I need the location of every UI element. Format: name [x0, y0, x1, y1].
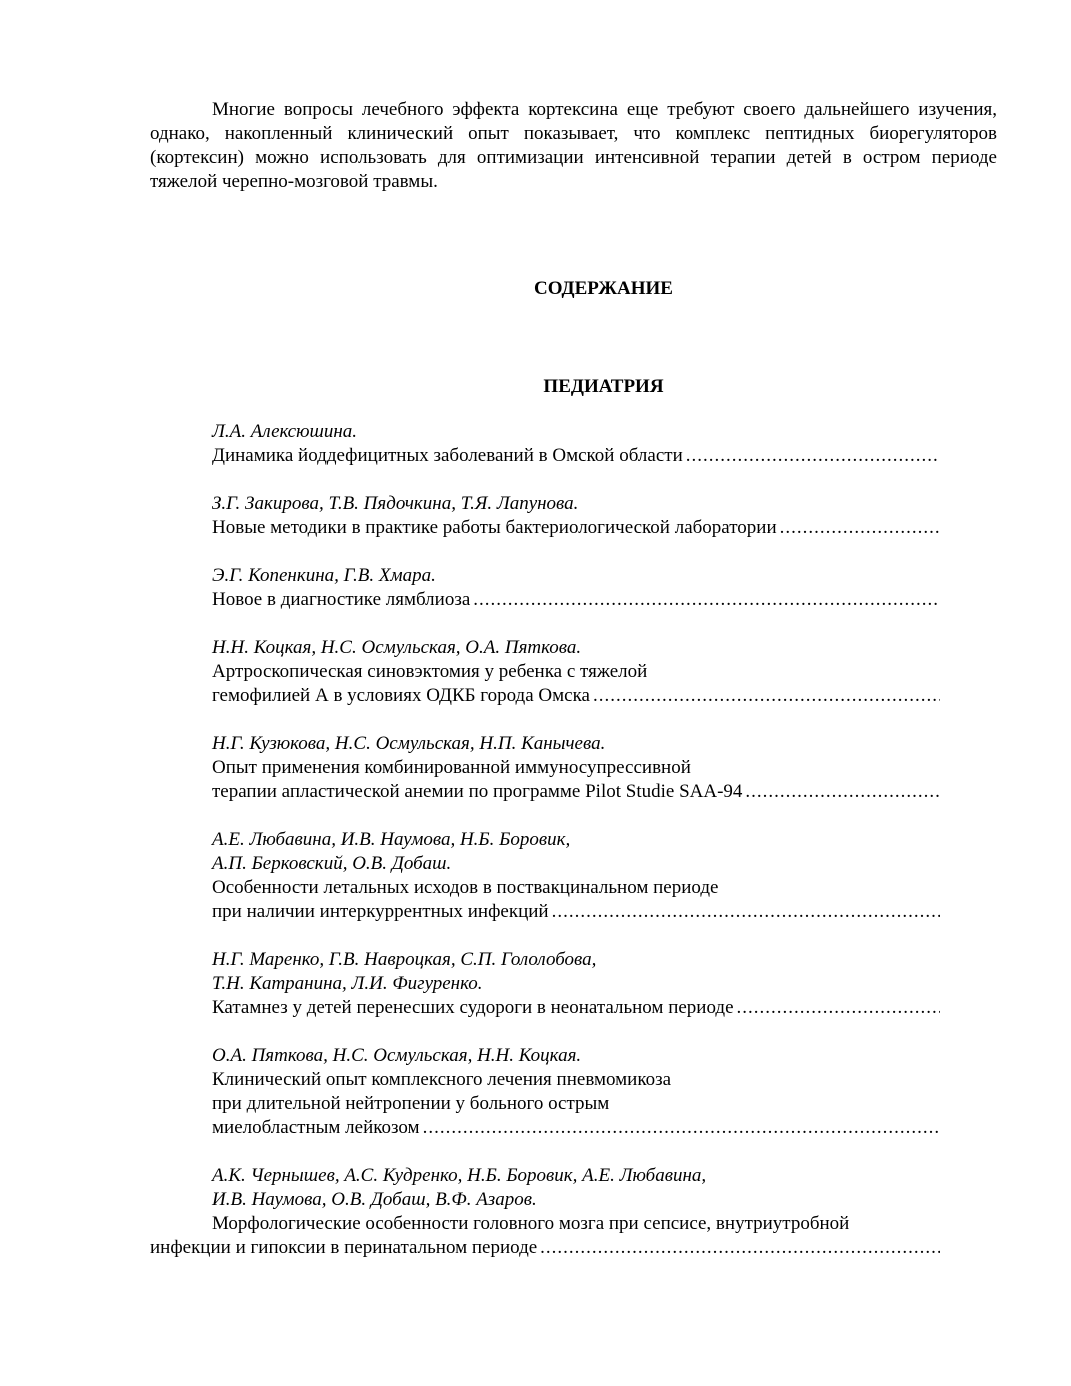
toc-entry-title: при наличии интеркуррентных инфекций [212, 901, 549, 922]
toc-entry [212, 636, 940, 708]
dot-leader [745, 780, 940, 804]
section-heading-pediatrics: ПЕДИАТРИЯ [543, 376, 664, 397]
toc-entry-title-line: при длительной нейтропении у больного острым [212, 1093, 610, 1114]
document-page [150, 98, 997, 1284]
toc-entry-title: Новое в диагностике лямблиоза [212, 589, 471, 610]
toc-entry-title-leader [212, 684, 940, 708]
toc-entry [212, 1044, 940, 1140]
toc-entry-title-line: Клинический опыт комплексного лечения пневмомикоза [212, 1069, 672, 1090]
dot-leader [780, 516, 940, 540]
toc-entry-authors: Н.Н. Коцкая, Н.С. Осмульская, О.А. Пяткова. [212, 637, 582, 658]
toc-entry-authors: Н.Г. Кузюкова, Н.С. Осмульская, Н.П. Канычева. [212, 733, 606, 754]
toc-entry-title: инфекции и гипоксии в перинатальном периоде [150, 1237, 538, 1258]
toc-entry [212, 492, 940, 540]
dot-leader [423, 1116, 940, 1140]
toc-entry-authors: Э.Г. Копенкина, Г.В. Хмара. [212, 565, 436, 586]
toc-entry-title-leader [212, 516, 940, 540]
toc-entry-title: гемофилией А в условиях ОДКБ города Омска [212, 685, 590, 706]
toc-entry-authors: Т.Н. Катранина, Л.И. Фигуренко. [212, 973, 483, 994]
toc-entry-authors: И.В. Наумова, О.В. Добаш, В.Ф. Азаров. [212, 1189, 537, 1210]
toc-entry-title-line: Морфологические особенности головного мозга при сепсисе, внутриутробной [212, 1213, 850, 1234]
toc-entry-title-leader [212, 444, 940, 468]
dot-leader [473, 588, 940, 612]
toc-entry [212, 828, 940, 924]
toc-entry [212, 732, 940, 804]
toc-entry-title-leader [212, 588, 940, 612]
toc-entry-title-leader [212, 996, 940, 1020]
toc-entry-authors: О.А. Пяткова, Н.С. Осмульская, Н.Н. Коцкая. [212, 1045, 582, 1066]
toc-entry-title-line: Опыт применения комбинированной иммуносупрессивной [212, 757, 691, 778]
toc-entry-title: терапии апластической анемии по программе Pilot Studie SAA-94 [212, 781, 743, 802]
toc-entry-title: Катамнез у детей перенесших судороги в неонатальном периоде [212, 997, 734, 1018]
toc-entry-title: Динамика йоддефицитных заболеваний в Омской области [212, 445, 683, 466]
toc-entry [150, 1164, 940, 1260]
toc-entry-title-line: Особенности летальных исходов в поствакцинальном периоде [212, 877, 719, 898]
dot-leader [686, 444, 940, 468]
toc-entry-title: миелобластным лейкозом [212, 1117, 420, 1138]
toc-entry-title: Новые методики в практике работы бактериологической лаборатории [212, 517, 777, 538]
toc-entry-authors: Л.А. Алексюшина. [212, 421, 358, 442]
toc-entry-title-leader [150, 1236, 940, 1260]
intro-paragraph: Многие вопросы лечебного эффекта кортексина еще требуют своего дальнейшего изучения, однако, накопленный клинический опыт показывает, что комплекс пептидных биорегуляторов (кортексин) можно использовать для оптимизации интенсивной терапии детей в остром периоде тяжелой черепно-мозговой травмы. [150, 99, 997, 192]
toc-entry [212, 564, 940, 612]
toc-entry-title-leader [212, 1116, 940, 1140]
dot-leader [552, 900, 940, 924]
toc-entry-authors: З.Г. Закирова, Т.В. Пядочкина, Т.Я. Лапунова. [212, 493, 579, 514]
toc-entry [212, 948, 940, 1020]
dot-leader [593, 684, 940, 708]
toc-entry-authors: А.Е. Любавина, И.В. Наумова, Н.Б. Боровик, [212, 829, 571, 850]
dot-leader [737, 996, 940, 1020]
toc-entry-authors: А.К. Чернышев, А.С. Кудренко, Н.Б. Боровик, А.Е. Любавина, [212, 1165, 707, 1186]
toc-entry-authors: А.П. Берковский, О.В. Добаш. [212, 853, 452, 874]
contents-heading: СОДЕРЖАНИЕ [534, 278, 673, 299]
toc-entry-title-leader [212, 900, 940, 924]
toc-entry-title-line: Артроскопическая синовэктомия у ребенка с тяжелой [212, 661, 648, 682]
table-of-contents [150, 420, 940, 1260]
toc-entry [212, 420, 940, 468]
toc-entry-authors: Н.Г. Маренко, Г.В. Навроцкая, С.П. Гололобова, [212, 949, 597, 970]
toc-entry-title-leader [212, 780, 940, 804]
dot-leader [540, 1236, 940, 1260]
